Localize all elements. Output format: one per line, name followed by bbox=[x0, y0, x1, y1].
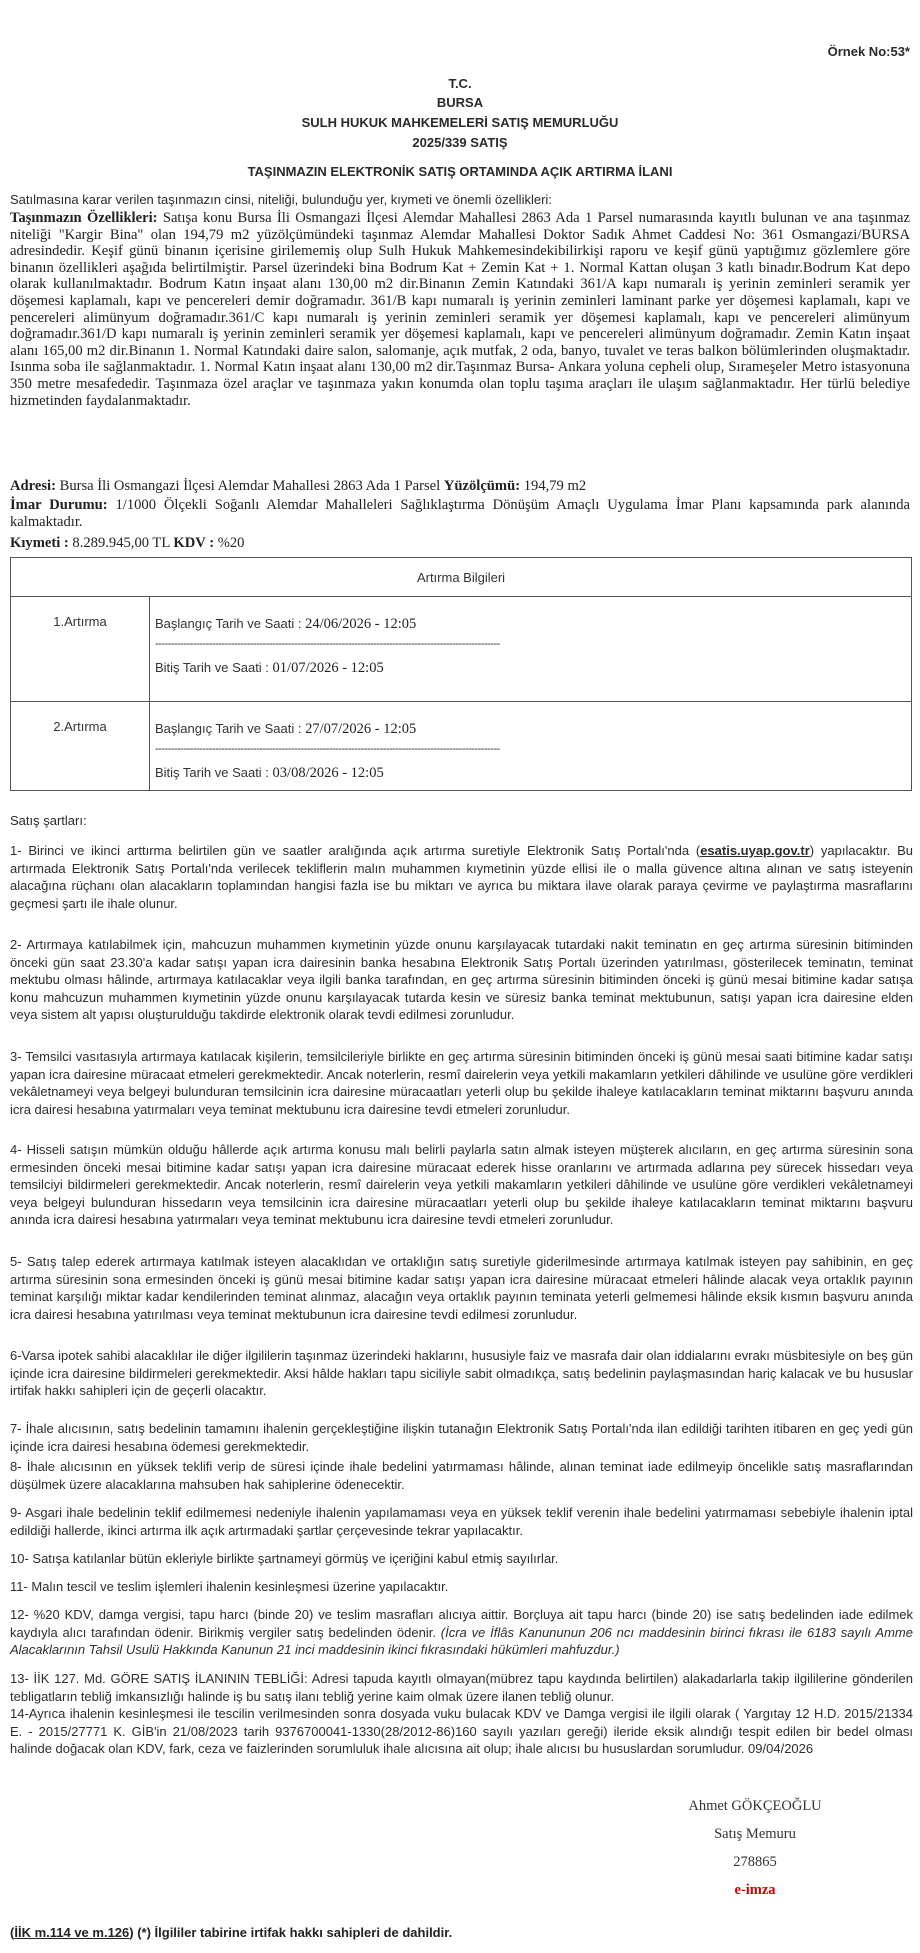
condition-3: 3- Temsilci vasıtasıyla artırmaya katılacak kişilerin, temsilcileriyle birlikte en geç artırma süresinin bitiminden önceki iş günü mesai saati bitimine kadar satışı yapan icra dairesine müracaat etmeleri gerekmektedir. Ancak noterlerin, resmî dairelerin veya yetkili makamların yetkileri dâhilinde ve usulüne göre verdikleri vekâletnameyi veya belgeyi bulunduran temsilcinin icra dairesine müracaatları yeterli olup bu şekilde ihaleye katılacakların teminat miktarını başvuru anında icra dairesi hesabına yatırmaları veya teminat mektubunu icra dairesine tevdi etmeleri zorunludur. bbox=[10, 1049, 913, 1117]
address-label: Adresi: bbox=[10, 478, 56, 494]
property-zoning bbox=[10, 497, 910, 530]
value-text: 8.289.945,00 TL bbox=[72, 535, 170, 551]
condition-5: 5- Satış talep ederek artırmaya katılmak isteyen alacaklıdan ve ortaklığın satış suretiyle giderilmesinde artırmaya katılmak isteyen pay sahibinin, en geç artırma süresinin sona ermesinden önceki iş günü mesai bitimine kadar satışı yapan icra dairesine müracaat etmeleri hâlinde alacak veya ortaklık payının teminat karşılığı miktar kadar kendilerinden teminat alınmaz, alacağın veya ortaklık payının teminata yeterli gelmemesi hâlinde eksik kısmın başvuru anında icra dairesi hesabına yatırılması veya teminat mektubunun icra dairesine tevdi edilmesi zorunludur. bbox=[10, 1254, 913, 1322]
footnote bbox=[10, 1925, 452, 1940]
auction-start bbox=[155, 616, 416, 633]
condition-9: 9- Asgari ihale bedelinin teklif edilmemesi nedeniyle ihalenin yapılamaması veya en yüksek teklif verenin ihale bedelini yatırmaması sebebiyle ihalenin iptal edildiği hallerde, ikinci artırma ilk açık artırmadaki şartlar çerçevesinde tekrar yapılacaktır. bbox=[10, 1505, 913, 1538]
condition-1-text-b: ) yapılacaktır. Bu artırmada Elektronik Satış Portalı'nda verilecek tekliflerin malın muhammen kıymetinin yüzde ellisi ile o malla güvence altına alınan ve satış isteyenin alacağına rüçhanı olan alacakların toplamından hangisi fazla ise bu miktarı ve ayrıca bu miktara ilave olarak paraya çevirme ve paylaştırma masraflarını geçmesi şartı ile ihale olunur. bbox=[10, 843, 913, 911]
zoning-label: İmar Durumu: bbox=[10, 497, 108, 513]
condition-1 bbox=[10, 842, 913, 912]
intro-text: Satılmasına karar verilen taşınmazın cinsi, niteliği, bulunduğu yer, kıymeti ve önemli özellikleri: bbox=[10, 192, 552, 207]
condition-13: 13- İİK 127. Md. GÖRE SATIŞ İLANININ TEBLİĞİ: Adresi tapuda kayıtlı olmayan(mübrez tapu kaydında belirtilen) alakadarlarla takip ilgililerine gönderilen tebligatların tebliğ imkansızlığı halinde iş bu satış ilanı tebliğ yerine kaim olmak üzere ilanen tebliğ olunur. bbox=[10, 1671, 913, 1704]
page-title: TAŞINMAZIN ELEKTRONİK SATIŞ ORTAMINDA AÇIK ARTIRMA İLANI bbox=[247, 164, 673, 179]
condition-4: 4- Hisseli satışın mümkün olduğu hâllerde açık artırma konusu malı belirli paylarla satın almak isteyen müşterek alıcıların, en geç artırma süresinin sona ermesinden önceki mesai bitimine kadar satışı yapan icra dairesine müracaat ederek hisse oranlarını ve artırmada adlarına pey sürecek hissedarı veya temsilciyi bildirmeleri gerekmektedir. Ancak noterlerin, resmî dairelerin veya yetkili makamların yetkileri dâhilinde ve usulüne göre verdikleri vekâletnameyi veya belgeyi bulunduran hissedarın veya temsilcinin icra dairesine müracaatları yeterli olup bu şekilde ihaleye katılacakların teminat miktarını başvuru anında icra dairesi hesabına yatırmaları veya teminat mektubunu icra dairesine tevdi etmeleri zorunludur. bbox=[10, 1142, 913, 1227]
condition-1-text-a: 1- Birinci ve ikinci arttırma belirtilen gün ve saatler aralığında açık artırma suretiyle Elektronik Satış Portalı'nda ( bbox=[10, 843, 701, 858]
kdv-label: KDV : bbox=[173, 535, 215, 551]
condition-7: 7- İhale alıcısının, satış bedelinin tamamını ihalenin gerçekleştiğine ilişkin tutanağın Elektronik Satış Portalı'nda ilan edildiği tarihten itibaren en geç yedi gün içinde icra dairesi hesabına ödemesi gerekmektedir. bbox=[10, 1421, 913, 1454]
esatis-link[interactable]: esatis.uyap.gov.tr bbox=[700, 843, 810, 858]
kdv-text: %20 bbox=[217, 535, 245, 551]
e-signature: e-imza bbox=[734, 1882, 776, 1898]
auction-dates bbox=[150, 597, 912, 702]
auction-end bbox=[155, 765, 384, 782]
condition-6: 6-Varsa ipotek sahibi alacaklılar ile diğer ilgililerin taşınmaz üzerindeki haklarını, hususiyle faiz ve masrafa dair olan iddialarını evrakı müsbitesiyle on beş gün içinde icra dairesine bildirmeleri gerekmektedir. Aksi hâlde hakları tapu siciliyle sabit olmadıkça, satış bedelinin paylaşmasından hariç kalacak ve bu hususlar irtifak hakkı sahipleri için de geçerli olacaktır. bbox=[10, 1348, 913, 1398]
property-features bbox=[10, 210, 910, 409]
end-value: 01/07/2026 - 12:05 bbox=[272, 660, 384, 676]
area-text: 194,79 m2 bbox=[523, 478, 587, 494]
auction-dates bbox=[150, 702, 912, 791]
auction-label: 1.Artırma bbox=[11, 597, 150, 702]
start-label: Başlangıç Tarih ve Saati : bbox=[155, 721, 302, 736]
condition-10: 10- Satışa katılanlar bütün ekleriyle birlikte şartnameyi görmüş ve içeriğini kabul etmiş sayılırlar. bbox=[10, 1551, 559, 1566]
end-label: Bitiş Tarih ve Saati : bbox=[155, 660, 269, 675]
footnote-link[interactable]: İİK m.114 ve m.126 bbox=[14, 1925, 130, 1940]
condition-2: 2- Artırmaya katılabilmek için, mahcuzun muhammen kıymetinin yüzde onunu karşılayacak tutardaki nakit teminatın en geç artırma süresinin bitiminden önceki gün saat 23.30'a kadar satışı yapan icra dairesinin banka hesabına Elektronik Satış Portalı üzerinden yatırılması, gösterilecek teminatın, teminat mektubu olması hâlinde, artırmaya katılacaklar veya ilgili banka tarafından, en geç artırma süresinin bitiminden önceki iş günü mesai bitimine kadar satışa konu mahcuzun muhammen kıymetinin yüzde onunu karşılayacak tutarda kesin ve süresiz banka teminat mektubunun, satışı yapan icra dairesine elden veya sistem alt yapısı oluşturulduğu takdirde elektronik olarak tevdi edilmesi zorunludur. bbox=[10, 937, 913, 1022]
header-file-no: 2025/339 SATIŞ bbox=[412, 135, 508, 150]
property-address bbox=[10, 478, 910, 495]
features-text: Satışa konu Bursa İli Osmangazi İlçesi Alemdar Mahallesi 2863 Ada 1 Parsel numarasında kayıtlı bulunan ve ana taşınmaz niteliği "Kargir Bina" olan 194,79 m2 yüzölçümündeki taşınmaz Alemdar Mahallesi Doktor Sadık Ahmet Caddesi No: 361 Osmangazi/BURSA adresindedir. Keşif günü binanın içerisine girilememiş olup Sulh Hukuk Mahkemesindekibilirkişi raporu ve keşif günü yaptığımız gözlemlere göre binanın özellikleri aşağıda belirtilmiştir. Parsel üzerindeki bina Bodrum Kat + Zemin Kat + 1. Normal Kattan oluşan 3 katlı binadır.Bodrum Kat depo olarak kullanılmaktadır. Bodrum Katın inşaat alanı 130,00 m2 dir.Binanın Zemin Katındaki 361/A kapı numaralı iş yerinin zeminleri seramik yer döşemesi kaplamalı, kapı ve pencereleri demir doğramadır. 361/B kapı numaralı iş yerinin zeminleri laminant parke yer döşemesi kaplamalı, kapı ve pencereleri alimünyum doğramadır.361/C kapı numaralı iş yerinin zeminleri seramik yer döşemesi kaplamalı, kapı ve pencereleri alimünyum doğramadır.361/D kapı numaralı iş yerinin zeminleri seramik yer döşemesi kaplamalı, kapı ve pencereleri alimünyum doğramadır. Zemin Katın inşaat alanı 165,00 m2 dir.Binanın 1. Normal Katındaki daire salon, salomanje, açık mutfak, 2 oda, banyo, tuvalet ve teras balkon bölümlerinden oluşmaktadır. Isınma soba ile sağlanmaktadır. 1. Normal Katın inşaat alanı 130,00 m2 dir.Taşınmaz Bursa- Ankara yoluna cepheli olup, Sırameşeler Metro istasyonuna 350 metre mesafededir. Taşınmaza özel araçlar ve taşınmaza yakın konumda olan toplu taşıma araçları ile ulaşım sağlanmaktadır. Her türlü belediye hizmetinden faydalanmaktadır. bbox=[10, 210, 910, 409]
auction-table-title: Artırma Bilgileri bbox=[11, 558, 912, 597]
start-value: 24/06/2026 - 12:05 bbox=[305, 616, 417, 632]
condition-8: 8- İhale alıcısının en yüksek teklifi verip de süresi içinde ihale bedelini yatırmaması hâlinde, alınan teminat iade edilmeyip öncelikle satış masraflarından düşülmek üzere alacaklarına mahsuben hak sahiplerine ödenecektir. bbox=[10, 1459, 913, 1492]
header-city: BURSA bbox=[436, 95, 484, 110]
auction-end bbox=[155, 660, 384, 677]
condition-12 bbox=[10, 1606, 913, 1659]
auction-row bbox=[11, 702, 912, 791]
auction-row bbox=[11, 597, 912, 702]
condition-14: 14-Ayrıca ihalenin kesinleşmesi ile tescilin verilmesinden sonra dosyada vuku bulacak KDV ve Damga vergisi ile ilgili olarak ( Yargıtay 12 H.D. 2015/21334 E. - 2015/27771 K. GİB'in 21/08/2023 tarih 9376700041-1330(28/2012-86)160 sayılı yazıları gereği) ileride eksik alındığı tespit edilen bir bedel olması halinde doğacak olan KDV, fark, ceza ve faizlerinden sorumluluk ihale alıcısına ait olup; ihale alıcısı bu hususlardan sorumludur. 09/04/2026 bbox=[10, 1706, 913, 1756]
separator-line: ------------------------------------------------------------------------------------------------------------- bbox=[155, 638, 500, 650]
condition-11: 11- Malın tescil ve teslim işlemleri ihalenin kesinleşmesi üzerine yapılacaktır. bbox=[10, 1579, 449, 1594]
area-label: Yüzölçümü: bbox=[443, 478, 521, 494]
value-label: Kıymeti : bbox=[10, 535, 69, 551]
zoning-text: 1/1000 Ölçekli Soğanlı Alemdar Mahalleleri Sağlıklaştırma Dönüşüm Amaçlı Uygulama İmar Planı kapsamında park alanında kalmaktadır. bbox=[10, 497, 910, 530]
auction-table bbox=[10, 557, 912, 791]
footnote-open: ( bbox=[10, 1925, 15, 1940]
start-value: 27/07/2026 - 12:05 bbox=[305, 721, 417, 737]
footnote-text: ) (*) İlgililer tabirine irtifak hakkı sahipleri de dahildir. bbox=[129, 1925, 453, 1940]
separator-line: ------------------------------------------------------------------------------------------------------------- bbox=[155, 743, 500, 755]
auction-start bbox=[155, 721, 416, 738]
start-label: Başlangıç Tarih ve Saati : bbox=[155, 616, 302, 631]
header-tc: T.C. bbox=[448, 76, 472, 91]
address-text: Bursa İli Osmangazi İlçesi Alemdar Mahallesi 2863 Ada 1 Parsel bbox=[59, 478, 441, 494]
sample-number: Örnek No:53* bbox=[827, 44, 910, 59]
header-office: SULH HUKUK MAHKEMELERİ SATIŞ MEMURLUĞU bbox=[301, 115, 619, 130]
signer-number: 278865 bbox=[733, 1854, 777, 1870]
signer-role: Satış Memuru bbox=[714, 1826, 796, 1842]
condition-12-text: 12- %20 KDV, damga vergisi, tapu harcı (binde 20) ve teslim masrafları alıcıya aittir. Borçluya ait tapu harcı (binde 20) ise satış bedelinden iade edilmek kaydıyla alıcı tarafından ödenir. Birikmiş vergiler satış bedelinden ödenir. bbox=[10, 1607, 913, 1640]
conditions-title: Satış şartları: bbox=[10, 813, 87, 828]
property-value bbox=[10, 535, 910, 552]
features-label: Taşınmazın Özellikleri: bbox=[10, 210, 158, 226]
end-label: Bitiş Tarih ve Saati : bbox=[155, 765, 269, 780]
end-value: 03/08/2026 - 12:05 bbox=[272, 765, 384, 781]
auction-label: 2.Artırma bbox=[11, 702, 150, 791]
signer-name: Ahmet GÖKÇEOĞLU bbox=[688, 1798, 822, 1814]
condition-12-note: (İcra ve İflâs Kanununun 206 ncı maddesinin birinci fıkrası ile 6183 sayılı Amme Alacaklarının Tahsil Usulü Hakkında Kanunun 21 inci maddesinin ikinci fıkrasındaki hükümleri mahfuzdur.) bbox=[10, 1624, 913, 1657]
